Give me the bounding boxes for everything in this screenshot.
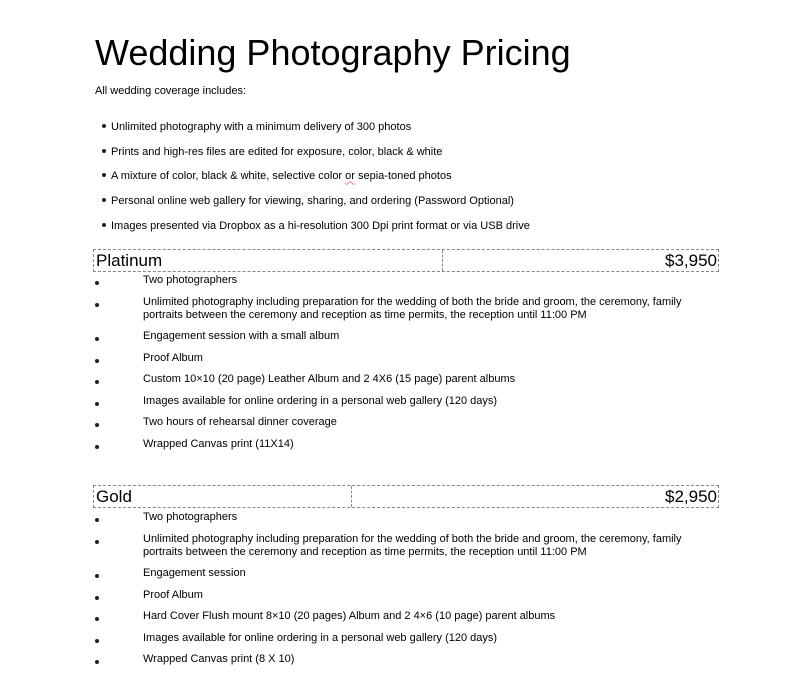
package-header-platinum — [93, 249, 719, 272]
bullet-icon — [95, 380, 99, 384]
bullet-icon — [102, 149, 106, 153]
bullet-icon — [95, 303, 99, 307]
bullet-icon — [95, 445, 99, 449]
feature-text: Engagement session with a small album — [143, 330, 340, 342]
bullet-icon — [95, 540, 99, 544]
bullet-icon — [95, 423, 99, 427]
bullet-icon — [102, 173, 106, 177]
feature-text: Wrapped Canvas print (8 X 10) — [143, 653, 295, 665]
feature-text: Unlimited photography including preparation for the wedding of both the bride and groom, the ceremony, family portraits between the ceremony and reception as time permits, the reception until 11:00 PM — [143, 532, 682, 558]
bullet-icon — [95, 359, 99, 363]
feature-item — [93, 395, 723, 408]
intro-text: All wedding coverage includes: — [95, 85, 247, 97]
included-list — [102, 121, 530, 244]
feature-text: Two hours of rehearsal dinner coverage — [143, 416, 337, 428]
bullet-icon — [102, 198, 106, 202]
feature-text: Two photographers — [143, 274, 238, 286]
list-item — [102, 220, 530, 245]
feature-item — [93, 589, 723, 602]
feature-item — [93, 653, 723, 666]
package-name: Platinum — [94, 250, 443, 271]
feature-text: Hard Cover Flush mount 8×10 (20 pages) Album and 2 4×6 (10 page) parent albums — [143, 610, 556, 622]
package-price: $2,950 — [665, 487, 717, 506]
gold-features — [93, 511, 723, 675]
bullet-icon — [95, 337, 99, 341]
feature-item — [93, 567, 723, 580]
item-text: Prints and high-res files are edited for exposure, color, black & white — [111, 145, 443, 158]
feature-text: Engagement session — [143, 567, 246, 579]
list-item — [102, 121, 530, 146]
bullet-icon — [95, 518, 99, 522]
item-text: A mixture of color, black & white, selective color — [111, 170, 346, 183]
feature-text: Proof Album — [143, 588, 203, 601]
package-header-gold — [93, 485, 719, 508]
list-item — [102, 146, 530, 171]
feature-text: Two photographers — [143, 511, 238, 523]
feature-text: Custom 10×10 (20 page) Leather Album and 2 4X6 (15 page) parent albums — [143, 373, 516, 385]
feature-item — [93, 373, 723, 386]
feature-item — [93, 438, 723, 451]
feature-item — [93, 632, 723, 645]
bullet-icon — [95, 402, 99, 406]
list-item — [102, 170, 530, 195]
bullet-icon — [95, 660, 99, 664]
feature-text: Images available for online ordering in a personal web gallery (120 days) — [143, 394, 498, 407]
bullet-icon — [102, 124, 106, 128]
feature-item — [93, 352, 723, 365]
feature-item — [93, 296, 723, 322]
feature-text: Images available for online ordering in a personal web gallery (120 days) — [143, 631, 498, 644]
list-item — [102, 195, 530, 220]
spelling-flagged-word[interactable]: or — [345, 170, 355, 183]
platinum-features — [93, 274, 723, 459]
item-text: sepia-toned photos — [354, 170, 452, 183]
feature-item — [93, 330, 723, 343]
bullet-icon — [95, 639, 99, 643]
bullet-icon — [102, 223, 106, 227]
feature-item — [93, 610, 723, 623]
item-text: Personal online web gallery for viewing, sharing, and ordering (Password Optional) — [111, 195, 514, 208]
feature-text: Proof Album — [143, 351, 203, 364]
feature-text: Wrapped Canvas print (11X14) — [143, 437, 294, 450]
feature-item — [93, 274, 723, 287]
feature-text: Unlimited photography including preparation for the wedding of both the bride and groom, the ceremony, family portraits between the ceremony and reception as time permits, the reception until 11:00 PM — [143, 295, 682, 321]
package-price: $3,950 — [665, 251, 717, 270]
bullet-icon — [95, 617, 99, 621]
feature-item — [93, 533, 723, 559]
page-title: Wedding Photography Pricing — [95, 32, 571, 73]
feature-item — [93, 511, 723, 524]
package-name: Gold — [94, 486, 352, 507]
item-text: Images presented via Dropbox as a hi-resolution 300 Dpi print format or via USB drive — [111, 219, 530, 232]
bullet-icon — [95, 596, 99, 600]
bullet-icon — [95, 281, 99, 285]
feature-item — [93, 416, 723, 429]
item-text: Unlimited photography with a minimum delivery of 300 photos — [111, 121, 412, 133]
bullet-icon — [95, 574, 99, 578]
